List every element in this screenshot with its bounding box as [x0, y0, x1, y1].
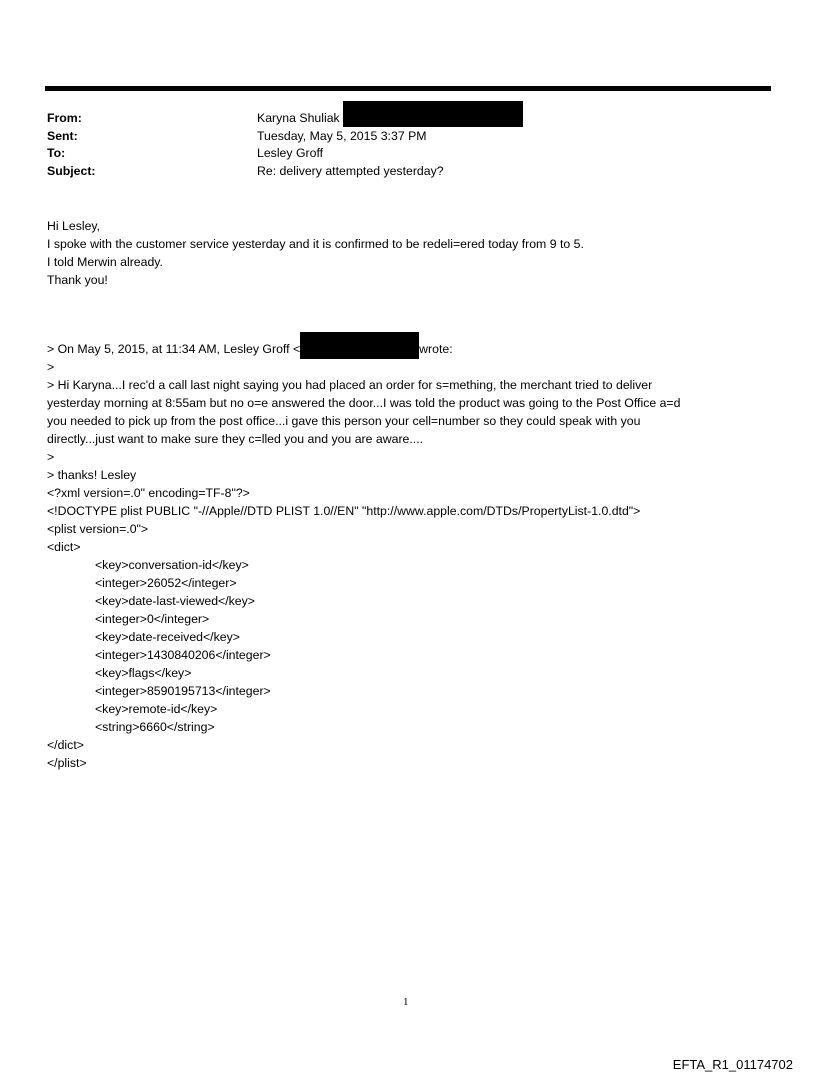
- body-line: I spoke with the customer service yesterday and it is confirmed to be redeli=ered today from 9 to 5.: [47, 237, 584, 251]
- from-value: Karyna Shuliak: [257, 111, 340, 125]
- subject-row: [47, 163, 523, 181]
- quote-intro: [47, 340, 680, 358]
- subject-value: Re: delivery attempted yesterday?: [257, 163, 444, 178]
- plist-entry: <integer>1430840206</integer>: [95, 648, 271, 662]
- plist-entry: <key>flags</key>: [95, 666, 192, 680]
- plist-entry: <string>6660</string>: [95, 720, 215, 734]
- plist-entry: <key>conversation-id</key>: [95, 558, 249, 572]
- to-row: [47, 145, 523, 163]
- plist-entry: <key>remote-id</key>: [95, 702, 218, 716]
- plist-line: <!DOCTYPE plist PUBLIC "-//Apple//DTD PLIST 1.0//EN" "http://www.apple.com/DTDs/PropertyList-1.0.dtd">: [47, 504, 641, 518]
- body-line: I told Merwin already.: [47, 255, 163, 269]
- plist-entry: <integer>8590195713</integer>: [95, 684, 271, 698]
- email-body: [47, 217, 584, 289]
- plist-entry: <integer>26052</integer>: [95, 576, 237, 590]
- email-header: [47, 110, 523, 180]
- plist-entry: <key>date-last-viewed</key>: [95, 594, 255, 608]
- to-label: To:: [47, 146, 66, 161]
- from-row: [47, 110, 523, 128]
- document-id-footer: EFTA_R1_01174702: [672, 1057, 793, 1072]
- plist-entry: <key>date-received</key>: [95, 630, 240, 644]
- to-value: Lesley Groff: [257, 146, 324, 161]
- body-line: Thank you!: [47, 273, 108, 287]
- sent-value: Tuesday, May 5, 2015 3:37 PM: [257, 128, 427, 143]
- header-rule: [45, 86, 771, 91]
- plist-line: <dict>: [47, 540, 81, 554]
- quote-intro-wrote: wrote:: [419, 342, 453, 356]
- quote-line: >: [47, 360, 55, 374]
- redaction-box: [300, 332, 419, 359]
- quote-intro-text: > On May 5, 2015, at 11:34 AM, Lesley Groff <: [47, 342, 301, 356]
- quoted-message: [47, 340, 680, 772]
- quote-line: you needed to pick up from the post office...i gave this person your cell=number so they could speak with you: [47, 414, 641, 428]
- plist-line: </plist>: [47, 756, 87, 770]
- page-number: 1: [403, 996, 409, 1008]
- quote-line: >: [47, 450, 55, 464]
- from-label: From:: [47, 111, 82, 125]
- quote-line: yesterday morning at 8:55am but no o=e answered the door...I was told the product was going to the Post Office a=d: [47, 396, 681, 410]
- quote-line: > thanks! Lesley: [47, 468, 137, 482]
- plist-entry: <integer>0</integer>: [95, 612, 210, 626]
- body-line: Hi Lesley,: [47, 219, 101, 233]
- subject-label: Subject:: [47, 163, 96, 178]
- sent-label: Sent:: [47, 128, 78, 143]
- quote-line: directly...just want to make sure they c=lled you and you are aware....: [47, 432, 424, 446]
- quote-line: > Hi Karyna...I rec'd a call last night saying you had placed an order for s=mething, the merchant tried to deliver: [47, 378, 653, 392]
- plist-line: <plist version=.0">: [47, 522, 149, 536]
- plist-line: <?xml version=.0" encoding=TF-8"?>: [47, 486, 250, 500]
- plist-line: </dict>: [47, 738, 84, 752]
- sent-row: [47, 128, 523, 146]
- redaction-box: [343, 101, 523, 127]
